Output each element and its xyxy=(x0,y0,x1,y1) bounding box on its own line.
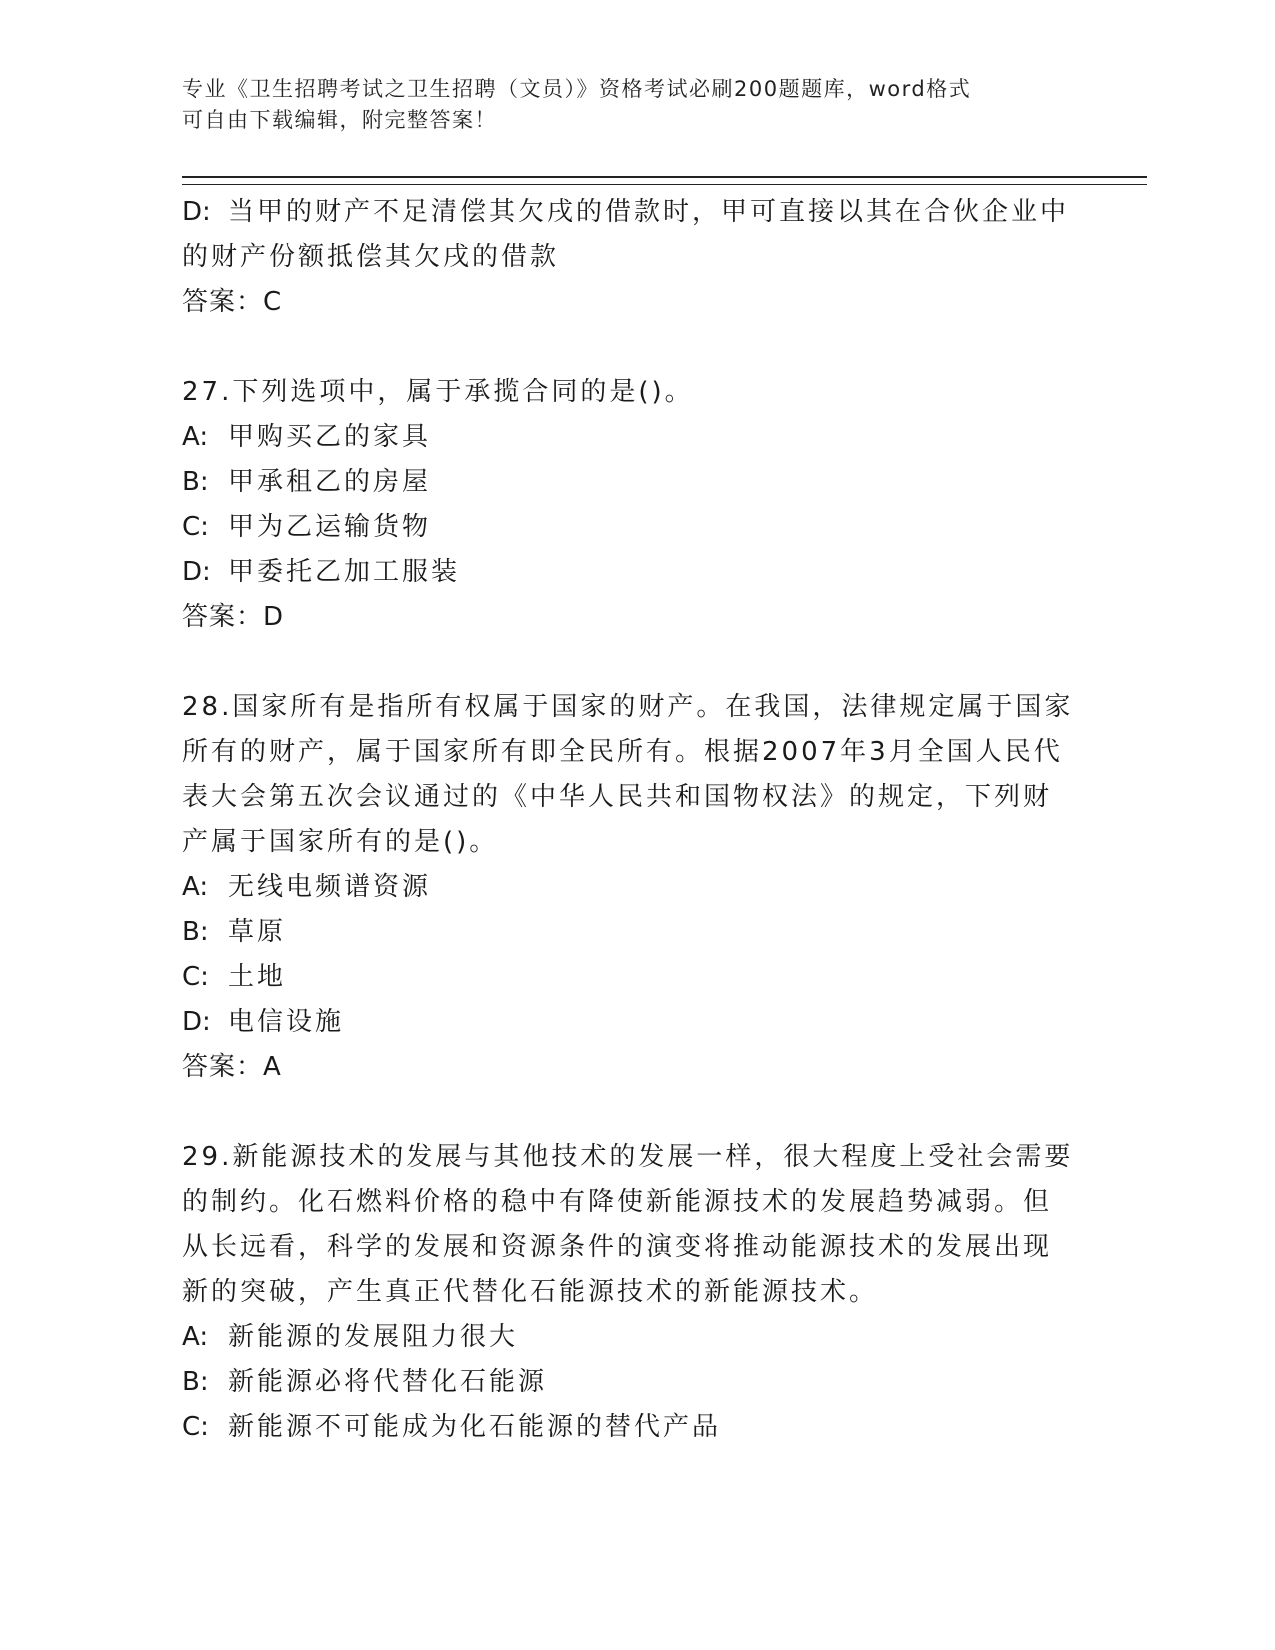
option-text: 甲委托乙加工服装 xyxy=(228,557,461,587)
option-key: D: xyxy=(182,1007,211,1037)
option-a xyxy=(182,415,1082,460)
option-d xyxy=(182,1000,1082,1045)
answer: 答案：C xyxy=(182,287,283,317)
option-b xyxy=(182,460,1082,505)
option-key: C: xyxy=(182,962,209,992)
option-text: 当甲的财产不足清偿其欠戌的借款时，甲可直接以其在合伙企业中 xyxy=(228,197,1070,227)
question-content xyxy=(182,190,1082,1450)
option-text: 新能源的发展阻力很大 xyxy=(228,1322,519,1352)
option-a xyxy=(182,865,1082,910)
spacer xyxy=(182,640,1082,685)
option-text: 甲购买乙的家具 xyxy=(228,422,432,452)
option-key: B: xyxy=(182,467,209,497)
option-key: A: xyxy=(182,422,209,452)
option-text: 草原 xyxy=(228,917,287,947)
question-stem-line-1: 29.新能源技术的发展与其他技术的发展一样，很大程度上受社会需要 xyxy=(182,1142,1074,1172)
option-d-continued: 的财产份额抵偿其欠戌的借款 xyxy=(182,242,560,272)
option-b xyxy=(182,910,1082,955)
option-c xyxy=(182,955,1082,1000)
option-c xyxy=(182,505,1082,550)
header-line-2: 可自由下载编辑，附完整答案！ xyxy=(182,108,497,132)
option-b xyxy=(182,1360,1082,1405)
option-key: A: xyxy=(182,1322,209,1352)
option-a xyxy=(182,1315,1082,1360)
question-stem-line-2: 所有的财产，属于国家所有即全民所有。根据2007年3月全国人民代 xyxy=(182,737,1063,767)
header-divider xyxy=(182,176,1147,185)
header-line-1: 专业《卫生招聘考试之卫生招聘（文员）》资格考试必刷200题题库，word格式 xyxy=(182,77,972,101)
question-stem-line-1: 28.国家所有是指所有权属于国家的财产。在我国，法律规定属于国家 xyxy=(182,692,1074,722)
option-text: 新能源必将代替化石能源 xyxy=(228,1367,548,1397)
spacer xyxy=(182,1090,1082,1135)
option-text: 甲为乙运输货物 xyxy=(228,512,432,542)
option-c xyxy=(182,1405,1082,1450)
option-d xyxy=(182,550,1082,595)
question-28 xyxy=(182,685,1082,1090)
question-29 xyxy=(182,1135,1082,1450)
spacer xyxy=(182,325,1082,370)
question-stem-line-4: 产属于国家所有的是()。 xyxy=(182,827,499,857)
option-text: 甲承租乙的房屋 xyxy=(228,467,432,497)
option-key: A: xyxy=(182,872,209,902)
answer: 答案：D xyxy=(182,602,285,632)
option-d xyxy=(182,190,1082,235)
option-key: C: xyxy=(182,1412,209,1442)
question-27 xyxy=(182,370,1082,640)
option-key: D: xyxy=(182,557,211,587)
option-text: 新能源不可能成为化石能源的替代产品 xyxy=(228,1412,722,1442)
question-stem-line-3: 表大会第五次会议通过的《中华人民共和国物权法》的规定，下列财 xyxy=(182,782,1053,812)
option-key: B: xyxy=(182,1367,209,1397)
answer: 答案：A xyxy=(182,1052,282,1082)
option-key: B: xyxy=(182,917,209,947)
question-26-tail xyxy=(182,190,1082,325)
question-stem-line-3: 从长远看，科学的发展和资源条件的演变将推动能源技术的发展出现 xyxy=(182,1232,1053,1262)
page-header xyxy=(182,74,1052,136)
option-text: 土地 xyxy=(228,962,287,992)
option-key: C: xyxy=(182,512,209,542)
question-stem-line-4: 新的突破，产生真正代替化石能源技术的新能源技术。 xyxy=(182,1277,879,1307)
option-text: 无线电频谱资源 xyxy=(228,872,432,902)
option-key: D: xyxy=(182,197,211,227)
question-stem: 27.下列选项中，属于承揽合同的是()。 xyxy=(182,377,694,407)
question-stem-line-2: 的制约。化石燃料价格的稳中有降使新能源技术的发展趋势减弱。但 xyxy=(182,1187,1053,1217)
option-text: 电信设施 xyxy=(228,1007,345,1037)
